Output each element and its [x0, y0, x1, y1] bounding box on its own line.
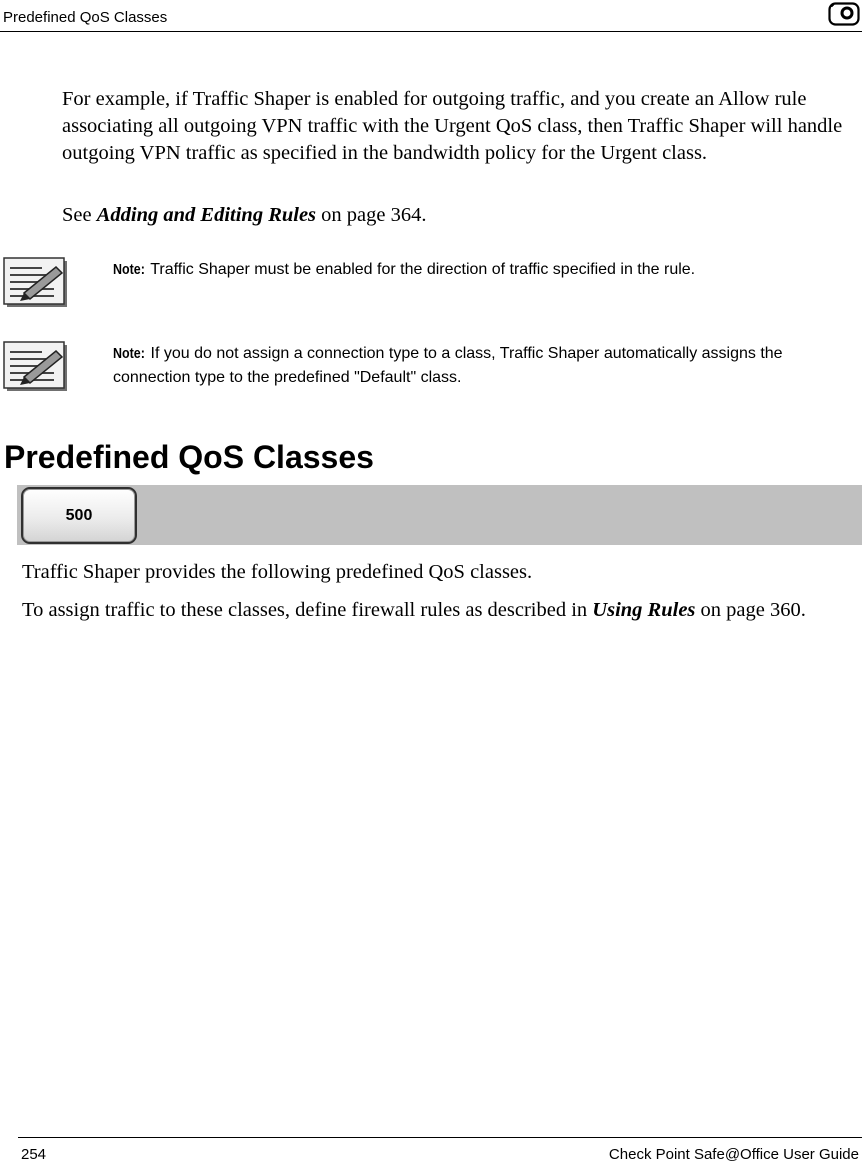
- note-pad-icon: [2, 337, 70, 393]
- see-reference: [62, 202, 858, 229]
- page-number: 254: [21, 1146, 47, 1163]
- note-2-label: Note:: [113, 346, 145, 362]
- section-title: Predefined QoS Classes: [4, 439, 374, 475]
- para2-prefix: To assign traffic to these classes, define firewall rules as described in: [22, 599, 593, 621]
- see-prefix: See: [62, 204, 97, 226]
- using-rules-link[interactable]: Using Rules: [592, 599, 696, 621]
- check-point-logo-icon: [828, 2, 860, 26]
- running-header: [0, 0, 862, 32]
- see-suffix: on page 364.: [316, 204, 427, 226]
- note-2: [113, 342, 833, 390]
- note-1-text: Traffic Shaper must be enabled for the direction of traffic specified in the rule.: [146, 261, 696, 278]
- model-badge-500: 500: [21, 487, 137, 544]
- note-2-text: If you do not assign a connection type to a class, Traffic Shaper automatically assigns the connection type to the predefined "Default" class.: [113, 345, 783, 386]
- note-1: [113, 258, 833, 282]
- model-availability-bar: [17, 485, 862, 545]
- section-paragraph-1: Traffic Shaper provides the following predefined QoS classes.: [22, 561, 533, 583]
- guide-title: Check Point Safe@Office User Guide: [608, 1146, 859, 1163]
- running-footer: [18, 1137, 862, 1164]
- note-1-label: Note:: [113, 262, 145, 278]
- see-link-adding-editing-rules[interactable]: Adding and Editing Rules: [96, 204, 317, 226]
- section-paragraph-2: [22, 597, 858, 624]
- note-pad-icon: [2, 253, 70, 309]
- para2-suffix: on page 360.: [695, 599, 806, 621]
- header-title: Predefined QoS Classes: [3, 9, 168, 26]
- intro-paragraph: For example, if Traffic Shaper is enabled for outgoing traffic, and you create an Allow rule associating all outgoing VPN traffic with the Urgent QoS class, then Traffic Shaper will handle outgoing VPN traffic as specified in the bandwidth policy for the Urgent class.: [62, 88, 843, 164]
